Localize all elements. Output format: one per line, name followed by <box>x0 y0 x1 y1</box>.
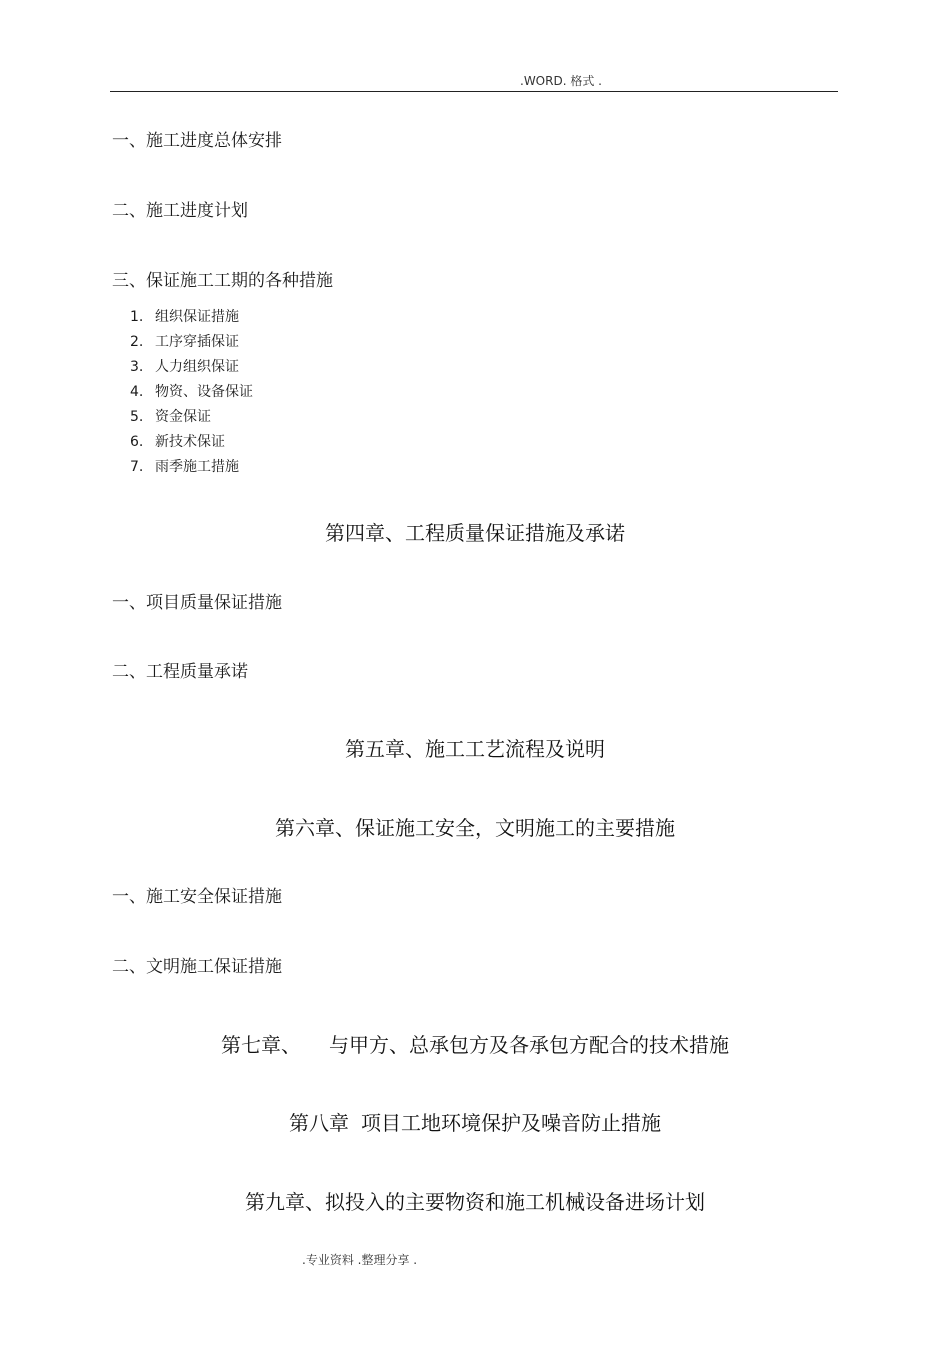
chapter-7-heading: 与甲方、总承包方及各承包方配合的技术措施 <box>329 1033 729 1057</box>
list-item <box>130 433 225 451</box>
list-item-number: 7. <box>130 459 144 475</box>
section-quality-measures: 一、项目质量保证措施 <box>112 593 282 613</box>
section-schedule-overview: 一、施工进度总体安排 <box>112 131 282 151</box>
section-safety-measures: 一、施工安全保证措施 <box>112 887 282 907</box>
chapter-6-title: 第六章、保证施工安全，文明施工的主要措施 <box>275 816 675 840</box>
list-item-label: 组织保证措施 <box>155 309 239 325</box>
list-item <box>130 358 239 376</box>
page-header-text: .WORD. 格式 . <box>520 74 602 88</box>
section-schedule-measures: 三、保证施工工期的各种措施 <box>112 271 333 291</box>
list-item-label: 雨季施工措施 <box>155 459 239 475</box>
list-item <box>130 408 211 426</box>
list-item <box>130 333 239 351</box>
chapter-8-prefix: 第八章 <box>289 1111 349 1135</box>
page-footer-text: .专业资料 .整理分享 . <box>302 1253 418 1267</box>
list-item-label: 工序穿插保证 <box>155 334 239 350</box>
list-item-number: 3. <box>130 359 144 375</box>
section-civilized-construction: 二、文明施工保证措施 <box>112 957 282 977</box>
chapter-5-title: 第五章、施工工艺流程及说明 <box>345 737 605 761</box>
list-item-number: 5. <box>130 409 144 425</box>
chapter-9-title: 第九章、拟投入的主要物资和施工机械设备进场计划 <box>245 1190 705 1214</box>
list-item-label: 资金保证 <box>155 409 211 425</box>
chapter-7-prefix: 第七章、 <box>221 1033 301 1057</box>
list-item-number: 2. <box>130 334 144 350</box>
list-item-number: 4. <box>130 384 144 400</box>
list-item-label: 人力组织保证 <box>155 359 239 375</box>
chapter-8-title <box>0 1111 950 1135</box>
list-item-number: 1. <box>130 309 144 325</box>
list-item <box>130 383 253 401</box>
chapter-8-heading: 项目工地环境保护及噪音防止措施 <box>361 1111 661 1135</box>
list-item-number: 6. <box>130 434 144 450</box>
chapter-7-title <box>0 1033 950 1057</box>
list-item <box>130 458 239 476</box>
chapter-4-title: 第四章、工程质量保证措施及承诺 <box>325 521 625 545</box>
list-item <box>130 308 239 326</box>
header-divider <box>110 91 838 92</box>
list-item-label: 物资、设备保证 <box>155 384 253 400</box>
section-quality-commitment: 二、工程质量承诺 <box>112 662 248 682</box>
list-item-label: 新技术保证 <box>155 434 225 450</box>
section-schedule-plan: 二、施工进度计划 <box>112 201 248 221</box>
